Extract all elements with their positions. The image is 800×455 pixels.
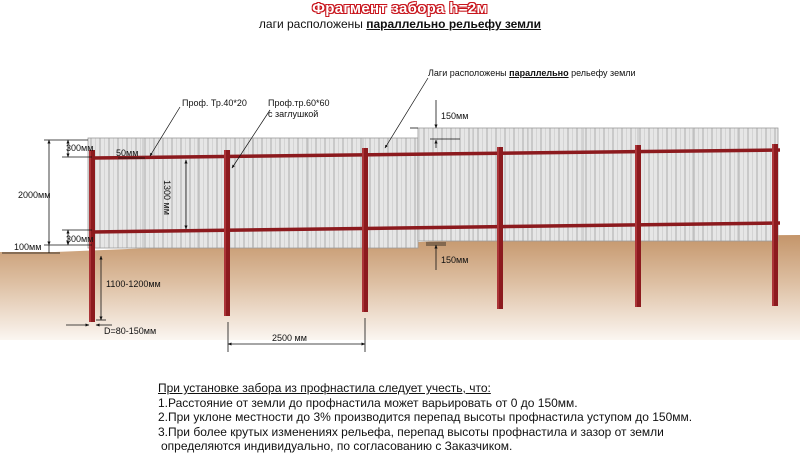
dim-300-bottom: 300мм bbox=[66, 234, 94, 244]
dim-50: 50мм bbox=[116, 148, 139, 158]
label-prof-60x60: Проф.тр.60*60 bbox=[268, 98, 330, 108]
label-with-cap: с заглушкой bbox=[268, 109, 319, 119]
subtitle-emphasis: параллельно рельефу земли bbox=[366, 17, 542, 31]
callout-emphasis: параллельно bbox=[509, 68, 569, 78]
dim-1100-1200: 1100-1200мм bbox=[106, 279, 161, 289]
dim-2000: 2000мм bbox=[18, 190, 51, 200]
dim-150-gap: 150мм bbox=[441, 255, 469, 265]
dim-diameter: D=80-150мм bbox=[104, 326, 157, 336]
diagram-title: Фрагмент забора h=2м bbox=[312, 0, 488, 17]
label-prof-40x20: Проф. Тр.40*20 bbox=[182, 98, 247, 108]
note-item-1: 1.Расстояние от земли до профнастила может варьировать от 0 до 150мм. bbox=[158, 395, 578, 410]
callout-prefix: Лаги расположены bbox=[428, 68, 510, 78]
callout-rails-parallel bbox=[428, 68, 636, 78]
dim-100: 100мм bbox=[14, 242, 42, 252]
subtitle-prefix: лаги расположены bbox=[258, 17, 367, 31]
diagram-subtitle bbox=[0, 17, 800, 31]
dim-2500: 2500 мм bbox=[272, 333, 307, 343]
callout-suffix: рельефу земли bbox=[568, 68, 636, 78]
installation-notes bbox=[158, 381, 778, 454]
notes-heading: При установке забора из профнастила следует учесть, что: bbox=[158, 381, 491, 395]
note-item-3-line-2: определяются индивидуально, по согласованию с Заказчиком. bbox=[161, 439, 513, 453]
dim-150-step: 150мм bbox=[441, 111, 469, 121]
dim-1300: 1300 мм bbox=[162, 180, 172, 215]
note-item-3-line-1: 3.При более крутых изменениях рельефа, перепад высоты профнастила и зазор от земли bbox=[158, 424, 664, 439]
dim-300-top: 300мм bbox=[66, 143, 94, 153]
note-item-2: 2.При уклоне местности до 3% производится перепад высоты профнастила уступом до 150мм. bbox=[158, 410, 693, 424]
